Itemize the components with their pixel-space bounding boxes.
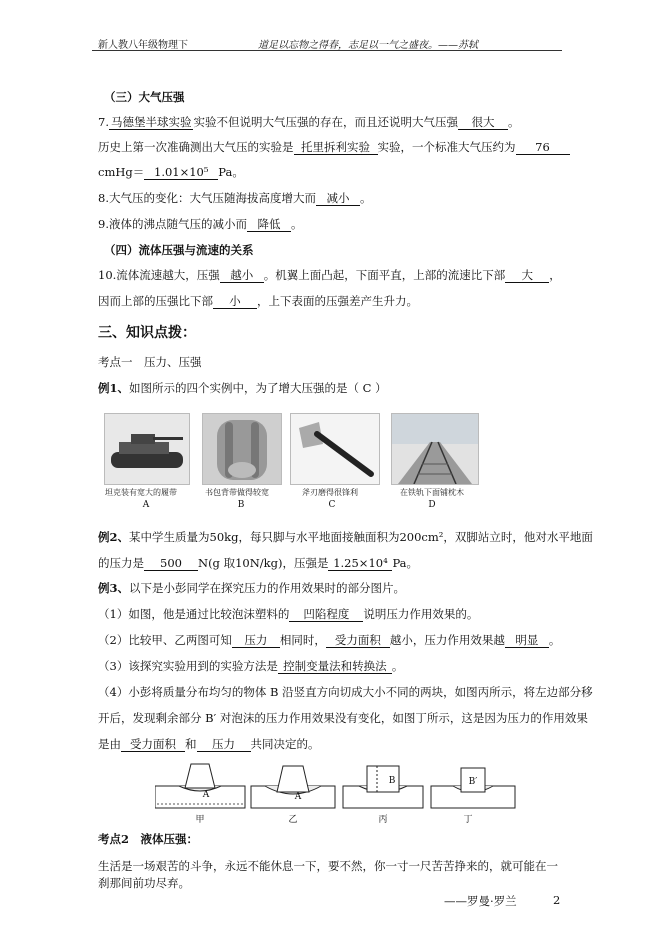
page-number: 2: [553, 893, 561, 907]
q7-line2: 历史上第一次准确测出大气压的实验是 托里拆利实验 实验，一个标准大气压约为 76: [98, 140, 570, 155]
figure-label-bing: 丙: [378, 815, 388, 825]
figure-jia: [155, 764, 245, 808]
kp2-title: 考点2 液体压强：: [98, 832, 199, 846]
example3-q4-line1: （4）小彭将质量分布均匀的物体 B 沿竖直方向切成大小不同的两块，如图丙所示，将左边部分移: [98, 685, 593, 699]
figure-label-ding: 丁: [463, 815, 473, 825]
image-caption-c: 斧刃磨得很锋利: [302, 488, 358, 497]
footer-quote-line1: 生活是一场艰苦的斗争，永远不能休息一下，要不然，你一寸一尺苦苦挣来的，就可能在一: [98, 859, 558, 873]
image-label-d: D: [428, 500, 436, 510]
q10-line2: 因而上部的压强比下部 小 ，上下表面的压强差产生升力。: [98, 294, 418, 308]
header-left: 新人教八年级物理下: [98, 40, 188, 51]
figure-label-jia: 甲: [195, 815, 205, 825]
q8: 8.大气压的变化：大气压随海拔高度增大而 减小 。: [98, 191, 372, 205]
image-caption-a: 坦克装有宽大的履带: [105, 488, 177, 497]
figure-box-a-jia: A: [202, 790, 210, 800]
image-label-c: C: [328, 500, 336, 510]
backpack-image: [202, 413, 282, 485]
section-knowledge-points: 三、知识点拨：: [98, 325, 196, 341]
image-caption-b: 书包背带做得较宽: [205, 488, 269, 497]
example3: 例3、以下是小彭同学在探究压力的作用效果时的部分图片。: [98, 581, 406, 595]
tank-image: [104, 413, 190, 485]
header-quote: 道足以忘物之得春，志足以一气之盛夜。——苏轼: [258, 40, 478, 51]
footer-author: ——罗曼·罗兰: [444, 894, 517, 908]
example3-q3: （3）该探究实验用到的实验方法是 控制变量法和转换法 。: [98, 659, 404, 673]
example3-q4-line2: 开后，发现剩余部分 B′ 对泡沫的压力作用效果没有变化，如图丁所示，这是因为压力的作用效果: [98, 711, 588, 725]
figure-box-b-bing: B: [388, 776, 396, 786]
example2-line1: 例2、某中学生质量为50kg，每只脚与水平地面接触面积为200cm²，双脚站立时，他对水平地面: [98, 530, 593, 544]
section-title-fluid-pressure: （四）流体压强与流速的关系: [104, 243, 254, 257]
q10-line1: 10.流体流速越大，压强 越小 。机翼上面凸起，下面平直，上部的流速比下部 大 ，: [98, 268, 561, 282]
example3-q1: （1）如图，他是通过比较泡沫塑料的 凹陷程度 说明压力作用效果的。: [98, 607, 479, 621]
figure-ding: [431, 768, 515, 808]
figure-bing: [343, 766, 423, 808]
image-label-a: A: [142, 500, 150, 510]
kp1-title: 考点一 压力、压强: [98, 355, 202, 369]
figure-box-b-prime-ding: B′: [468, 777, 478, 787]
header-rule: [92, 50, 562, 51]
example1: 例1、如图所示的四个实例中，为了增大压强的是（ C ）: [98, 381, 387, 395]
image-label-b: B: [237, 500, 245, 510]
footer-quote-line2: 刹那间前功尽弃。: [98, 876, 190, 890]
section-title-atmospheric-pressure: （三）大气压强: [104, 90, 185, 104]
image-caption-d: 在铁轨下面铺枕木: [400, 488, 464, 497]
figure-label-yi: 乙: [288, 815, 298, 825]
figure-box-a-yi: A: [294, 792, 302, 802]
q7-line3: cmHg＝ 1.01×10⁵ Pa。: [98, 165, 244, 179]
example3-q4-line3: 是由 受力面积 和 压力 共同决定的。: [98, 737, 320, 751]
axe-image: [290, 413, 380, 485]
q9: 9.液体的沸点随气压的减小而 降低 。: [98, 217, 303, 231]
example2-line2: 的压力是 500 N(g 取10N/kg)，压强是 1.25×10⁴ Pa。: [98, 556, 419, 570]
example3-q2: （2）比较甲、乙两图可知 压力 相同时， 受力面积 越小，压力作用效果越 明显 。: [98, 633, 561, 647]
q7-line1: 7. 马德堡半球实验 实验不但说明大气压强的存在，而且还说明大气压强 很大 。: [98, 115, 520, 129]
railway-image: [391, 413, 479, 485]
